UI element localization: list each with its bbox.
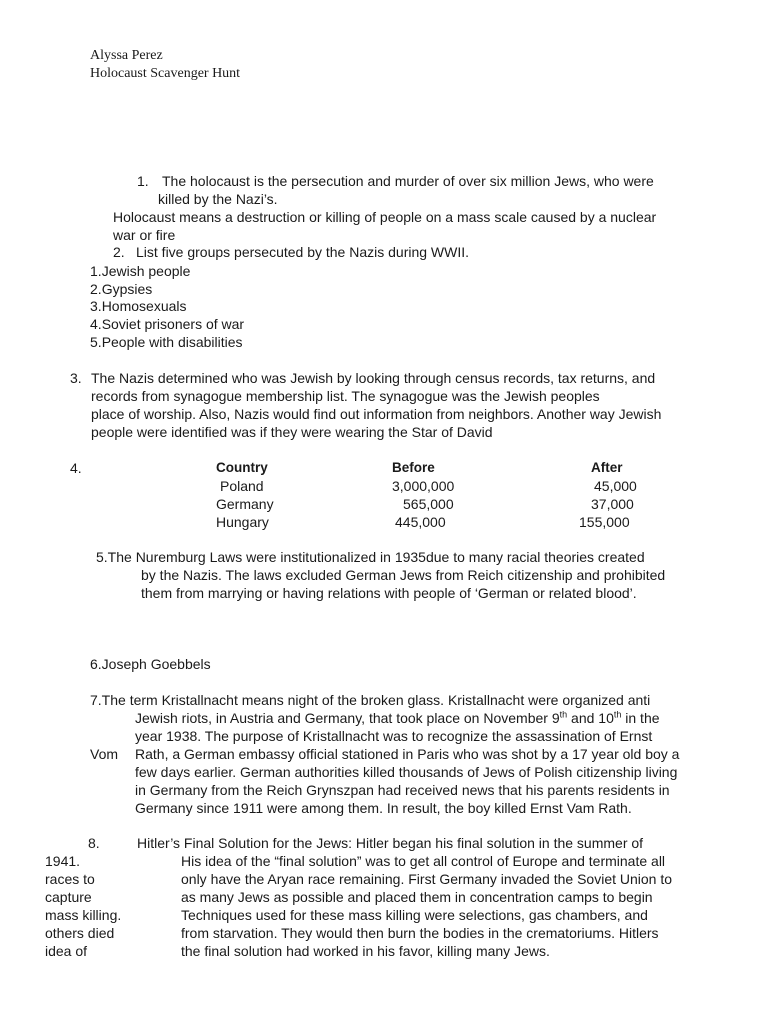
table-cell-country: Germany [216, 496, 274, 512]
document-title: Holocaust Scavenger Hunt [90, 66, 241, 81]
q3-line: records from synagogue membership list. The synagogue was the Jewish peoples [91, 388, 600, 404]
q8-margin-text: capture [45, 889, 92, 905]
q8-margin-text: others died [45, 925, 115, 941]
q8-line: His idea of the “final solution” was to get all control of Europe and terminate all [181, 853, 666, 869]
q5-line: them from marrying or having relations with people of ‘German or related blood’. [141, 585, 637, 601]
q3-number: 3. [70, 370, 82, 386]
q2-number: 2. [113, 244, 125, 260]
table-cell-country: Poland [220, 478, 264, 494]
q7-line: Rath, a German embassy official stationed in Paris who was shot by a 17 year old boy a [135, 746, 680, 762]
q8-margin-text: idea of [45, 943, 88, 959]
q7-line: year 1938. The purpose of Kristallnacht was to recognize the assassination of Ernst [135, 728, 653, 744]
q8-margin-text: 1941. [45, 853, 81, 869]
q1-line: The holocaust is the persecution and murder of over six million Jews, who were [162, 173, 654, 189]
q8-line: from starvation. They would then burn the bodies in the crematoriums. Hitlers [181, 925, 659, 941]
q5-line: by the Nazis. The laws excluded German Jews from Reich citizenship and prohibited [141, 567, 666, 583]
q2-prompt: List five groups persecuted by the Nazis during WWII. [136, 244, 470, 260]
q8-line: Hitler’s Final Solution for the Jews: Hitler began his final solution in the summer of [137, 835, 644, 851]
table-cell-before: 565,000 [403, 496, 454, 512]
q3-line: place of worship. Also, Nazis would find out information from neighbors. Another way Jewish [91, 406, 662, 422]
q7-line: Germany since 1911 were among them. In result, the boy killed Ernst Vam Rath. [135, 800, 632, 816]
author-name: Alyssa Perez [90, 48, 163, 63]
list-item: 3.Homosexuals [90, 298, 187, 314]
list-item: 2.Gypsies [90, 281, 153, 297]
q6-answer: 6.Joseph Goebbels [90, 656, 211, 672]
list-item: 4.Soviet prisoners of war [90, 316, 245, 332]
q3-line: people were identified was if they were wearing the Star of David [91, 424, 493, 440]
list-item: 1.Jewish people [90, 263, 191, 279]
q7-line: Jewish riots, in Austria and Germany, that took place on November 9th and 10th in the [135, 709, 660, 726]
q4-number: 4. [70, 460, 82, 476]
q3-line: The Nazis determined who was Jewish by looking through census records, tax returns, and [91, 370, 656, 386]
q7-line: few days earlier. German authorities killed thousands of Jews of Polish citizenship living [135, 764, 678, 780]
q1-line: Holocaust means a destruction or killing of people on a mass scale caused by a nuclear [113, 209, 657, 225]
q8-margin-text: races to [45, 871, 95, 887]
q8-line: the final solution had worked in his favor, killing many Jews. [181, 943, 550, 959]
q1-line: killed by the Nazi’s. [158, 191, 278, 207]
table-cell-before: 445,000 [395, 514, 446, 530]
q1-number: 1. [137, 173, 149, 189]
q8-margin-text: mass killing. [45, 907, 122, 923]
table-header-after: After [591, 460, 623, 475]
q8-line: only have the Aryan race remaining. First Germany invaded the Soviet Union to [181, 871, 673, 887]
q1-line: war or fire [113, 227, 176, 243]
table-cell-before: 3,000,000 [392, 478, 455, 494]
table-header-country: Country [216, 460, 268, 475]
table-cell-country: Hungary [216, 514, 269, 530]
q8-number: 8. [88, 835, 100, 851]
list-item: 5.People with disabilities [90, 334, 243, 350]
table-cell-after: 45,000 [594, 478, 637, 494]
q8-line: as many Jews as possible and placed them in concentration camps to begin [181, 889, 653, 905]
table-cell-after: 37,000 [591, 496, 634, 512]
table-header-before: Before [392, 460, 435, 475]
q8-line: Techniques used for these mass killing were selections, gas chambers, and [181, 907, 648, 923]
q7-line: in Germany from the Reich Grynszpan had received news that his parents residents in [135, 782, 670, 798]
q7-line: 7.The term Kristallnacht means night of the broken glass. Kristallnacht were organized anti [90, 692, 651, 708]
q7-margin-word: Vom [90, 746, 119, 762]
table-cell-after: 155,000 [579, 514, 630, 530]
q5-line: 5.The Nuremburg Laws were institutionalized in 1935due to many racial theories created [96, 549, 645, 565]
